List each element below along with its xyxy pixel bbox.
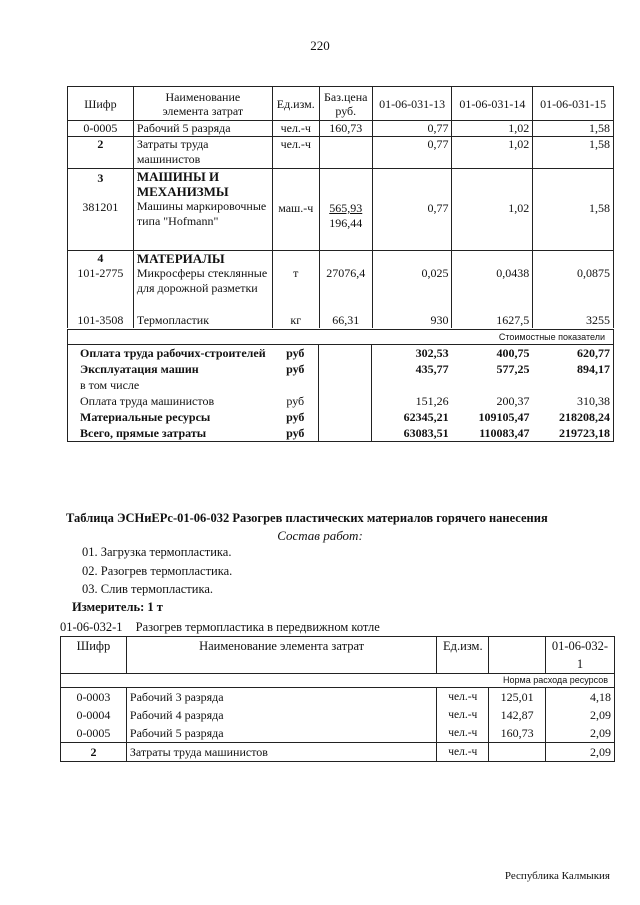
table-row: 2 Затраты труда машинистов чел.-ч 0,77 1,02 1,58 — [68, 137, 614, 169]
group-name: МАТЕРИАЛЫ — [136, 251, 225, 266]
work-step: 01. Загрузка термопластика. — [82, 545, 232, 559]
header-unit: Ед.изм. — [272, 87, 319, 121]
table-header-row — [61, 637, 615, 674]
header-col-032-1: 01-06-032-1 — [545, 637, 614, 674]
summary-row: Эксплуатация машин руб 435,77 577,25 894,17 — [68, 361, 614, 377]
table-row: 101-3508 Термопластик кг 66,31 930 1627,5 3255 — [68, 313, 614, 328]
header-price — [489, 637, 546, 674]
summary-row: в том числе — [68, 377, 614, 393]
section-title: Таблица ЭСНиЕРс-01-06-032 Разогрев пластических материалов горячего нанесения — [66, 511, 548, 525]
cost-summary-table — [67, 329, 614, 442]
table-header-row — [68, 87, 614, 121]
resource-norm-caption: Норма расхода ресурсов — [61, 674, 615, 688]
table-row: 0-0005 Рабочий 5 разряда чел.-ч 160,73 0,77 1,02 1,58 — [68, 121, 614, 137]
summary-row: Оплата труда рабочих-строителей руб 302,53 400,75 620,77 — [68, 345, 614, 362]
caption-row — [61, 674, 615, 688]
subsection-name: Разогрев термопластика в передвижном котле — [135, 620, 380, 634]
table-row: 2 Затраты труда машинистов чел.-ч 2,09 — [61, 743, 615, 762]
summary-row: Материальные ресурсы руб 62345,21 109105,47 218208,24 — [68, 409, 614, 425]
measure-unit: Измеритель: 1 т — [72, 600, 163, 614]
subsection-code: 01-06-032-1 — [60, 620, 123, 634]
page-number: 220 — [310, 38, 330, 53]
summary-caption-row — [68, 330, 614, 345]
header-col-13: 01-06-031-13 — [372, 87, 452, 121]
header-code: Шифр — [68, 87, 134, 121]
work-step: 02. Разогрев термопластика. — [82, 564, 233, 578]
table-row: 0-0003 Рабочий 3 разряда чел.-ч 125,01 4,18 — [61, 688, 615, 707]
summary-row-total: Всего, прямые затраты руб 63083,51 110083,47 219723,18 — [68, 425, 614, 442]
table-row: 0-0005 Рабочий 5 разряда чел.-ч 160,73 2,09 — [61, 724, 615, 743]
table-row-group-materials: 4 101-2775 МАТЕРИАЛЫ Микросферы стеклянные для дорожной разметки т 27076,4 0,025 0,0438 0,0875 — [68, 251, 614, 313]
header-code: Шифр — [61, 637, 127, 674]
summary-row: Оплата труда машинистов руб 151,26 200,37 310,38 — [68, 393, 614, 409]
header-col-14: 01-06-031-14 — [452, 87, 533, 121]
group-name: МАШИНЫ И МЕХАНИЗМЫ — [136, 169, 229, 199]
header-name: Наименование элемента затрат — [126, 637, 436, 674]
cost-indicators-caption: Стоимостные показатели — [68, 330, 614, 345]
resource-table-01-06-032 — [60, 636, 615, 762]
header-col-15: 01-06-031-15 — [533, 87, 614, 121]
group-code: 4 — [97, 251, 104, 265]
header-name: Наименование элемента затрат — [133, 87, 272, 121]
table-row: 0-0004 Рабочий 4 разряда чел.-ч 142,87 2,09 — [61, 706, 615, 724]
work-step: 03. Слив термопластика. — [82, 582, 214, 596]
composition-heading: Состав работ: — [277, 528, 363, 543]
footer-region: Республика Калмыкия — [504, 870, 610, 882]
group-code: 3 — [97, 171, 104, 185]
table-row-group-machines: 3 381201 МАШИНЫ И МЕХАНИЗМЫ Машины маркировочные типа "Hofmann" маш.-ч 565,93 196,44 0,77 1,02 1,58 — [68, 169, 614, 251]
resource-table-01-06-031 — [67, 86, 614, 328]
subsection-heading — [60, 620, 380, 635]
header-unit: Ед.изм. — [437, 637, 489, 674]
header-base-price: Баз.цена руб. — [319, 87, 372, 121]
